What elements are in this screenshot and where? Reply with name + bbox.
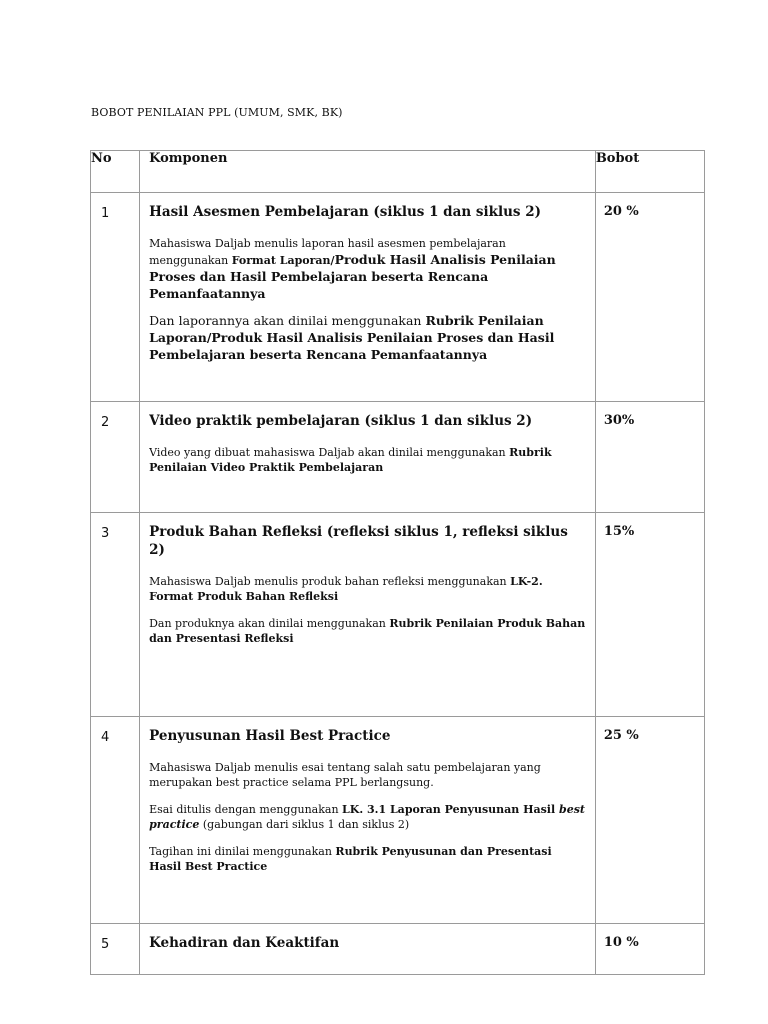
row-number: 3: [91, 513, 140, 717]
component-description: Mahasiswa Daljab menulis produk bahan refleksi menggunakan LK-2. Format Produk Bahan Refleksi: [149, 575, 543, 603]
header-komponen: Komponen: [140, 151, 596, 193]
row-bobot: 25 %: [595, 717, 704, 924]
header-no: No: [91, 151, 140, 193]
component-rubric-note: Dan laporannya akan dinilai menggunakan Rubrik Penilaian Laporan/Produk Hasil Analisis Penilaian Proses dan Hasil Pembelajaran beserta Rencana Pemanfaatannya: [149, 313, 555, 362]
row-bobot: 30%: [595, 402, 704, 513]
component-description: Mahasiswa Daljab menulis laporan hasil asesmen pembelajaran menggunakan Format Laporan/Produk Hasil Analisis Penilaian Proses dan Hasil Pembelajaran beserta Rencana Pemanfaatannya: [149, 237, 556, 301]
row-number: 1: [91, 193, 140, 402]
table-row: [91, 193, 705, 402]
row-komponen: [140, 924, 596, 975]
component-title: Video praktik pembelajaran (siklus 1 dan siklus 2): [149, 413, 533, 429]
row-bobot: 20 %: [595, 193, 704, 402]
component-rubric-note: Dan produknya akan dinilai menggunakan Rubrik Penilaian Produk Bahan dan Presentasi Refleksi: [149, 617, 586, 645]
bobot-table: [90, 150, 705, 975]
row-number: 2: [91, 402, 140, 513]
row-komponen: [140, 513, 596, 717]
component-title: Produk Bahan Refleksi (refleksi siklus 1, refleksi siklus 2): [149, 524, 568, 558]
component-description: Mahasiswa Daljab menulis esai tentang salah satu pembelajaran yang merupakan best practice selama PPL berlangsung.: [149, 761, 541, 789]
component-title: Hasil Asesmen Pembelajaran (siklus 1 dan siklus 2): [149, 204, 541, 220]
component-title: Penyusunan Hasil Best Practice: [149, 728, 391, 744]
component-title: Kehadiran dan Keaktifan: [149, 935, 340, 951]
row-komponen: [140, 717, 596, 924]
row-komponen: [140, 402, 596, 513]
document-title: BOBOT PENILAIAN PPL (UMUM, SMK, BK): [91, 106, 343, 119]
row-bobot: 15%: [595, 513, 704, 717]
component-rubric-note: Tagihan ini dinilai menggunakan Rubrik Penyusunan dan Presentasi Hasil Best Practice: [149, 845, 552, 873]
component-description: Video yang dibuat mahasiswa Daljab akan dinilai menggunakan Rubrik Penilaian Video Praktik Pembelajaran: [149, 446, 552, 474]
table-header-row: [91, 151, 705, 193]
row-komponen: [140, 193, 596, 402]
table-row: [91, 924, 705, 975]
table-row: [91, 402, 705, 513]
component-lk-note: Esai ditulis dengan menggunakan LK. 3.1 Laporan Penyusunan Hasil best practice (gabungan dari siklus 1 dan siklus 2): [149, 803, 585, 831]
header-bobot: Bobot: [595, 151, 704, 193]
table-row: [91, 513, 705, 717]
row-number: 5: [91, 924, 140, 975]
table-row: [91, 717, 705, 924]
row-bobot: 10 %: [595, 924, 704, 975]
row-number: 4: [91, 717, 140, 924]
